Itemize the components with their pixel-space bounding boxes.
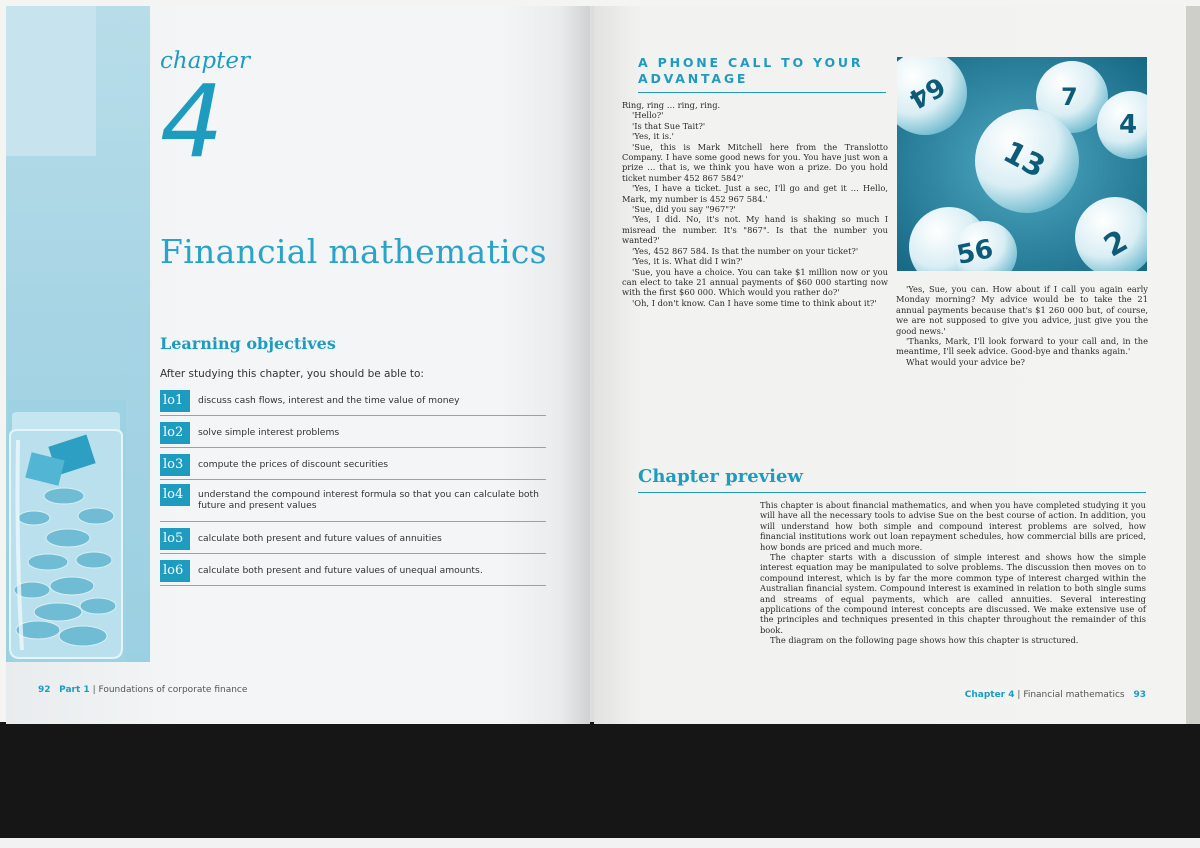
- story-paragraph: 'Sue, this is Mark Mitchell here from the Translotto Company. I have some good news for you. You have just won a prize … that is, we think you have won a prize. Do you hold ticket number 452 867 584?': [622, 141, 888, 183]
- learning-objectives-intro: After studying this chapter, you should be able to:: [160, 368, 424, 380]
- learning-objective-6: [160, 560, 546, 586]
- story-paragraph: 'Oh, I don't know. Can I have some time to think about it?': [632, 297, 877, 308]
- scanner-shadow: [0, 722, 1200, 848]
- chapter-side-band-top: [6, 6, 96, 156]
- story-paragraph: 'Yes, I did. No, it's not. My hand is shaking so much I misread the number. It's "867". Is that the number you wanted?': [622, 214, 888, 246]
- preview-paragraph: The diagram on the following page shows how this chapter is structured.: [770, 635, 1079, 646]
- chapter-preview-text: [760, 500, 1146, 646]
- lottery-balls-image: [897, 57, 1147, 271]
- objective-code: lo2: [160, 422, 190, 444]
- preview-paragraph: The chapter starts with a discussion of simple interest and shows how the simple interest equation may be manipulated to solve problems. The discussion then moves on to compound interest, which is by far the more common type of interest charged within the Australian financial system. Compound interest is examined in relation to both single sums and streams of equal payments, which are called annuities. Several interesting applications of the compound interest concepts are discussed. We make extensive use of the principles and techniques presented in this chapter throughout the remainder of this book.: [760, 552, 1146, 635]
- objective-text: calculate both present and future values of unequal amounts.: [198, 565, 483, 576]
- objective-text: solve simple interest problems: [198, 427, 340, 438]
- footer-separator: |: [92, 685, 99, 695]
- footer-section: Foundations of corporate finance: [98, 685, 248, 695]
- footer-section: Financial mathematics: [1023, 690, 1125, 700]
- chapter-number: 4: [160, 63, 224, 180]
- learning-objective-5: [160, 528, 546, 554]
- learning-objectives-heading: Learning objectives: [160, 334, 336, 353]
- ball-number: 2: [1098, 223, 1134, 265]
- chapter-preview-heading: Chapter preview: [638, 466, 803, 487]
- ball-number: 64: [903, 70, 950, 115]
- story-paragraph: 'Yes, 452 867 584. Is that the number on your ticket?': [632, 245, 859, 256]
- preview-paragraph: This chapter is about financial mathematics, and when you have completed studying it you will have all the necessary tools to advise Sue on the best course of action. In addition, you will understand how both simple and compound interest problems are solved, how financial institutions work out loan repayment schedules, how commercial bills are priced, how bonds are priced and much more.: [760, 500, 1146, 552]
- story-paragraph: 'Thanks, Mark, I'll look forward to your call and, in the meantime, I'll seek advice. Good-bye and thanks again.': [896, 336, 1148, 357]
- story-paragraph: 'Hello?': [632, 110, 664, 121]
- chapter-title: Financial mathematics: [160, 232, 547, 271]
- story-paragraph: 'Sue, did you say "967"?': [632, 204, 736, 215]
- chapter-preview-rule: [638, 492, 1146, 493]
- chapter-label: chapter: [160, 48, 250, 74]
- objective-text: discuss cash flows, interest and the time value of money: [198, 395, 460, 406]
- book-gutter-shadow: [560, 6, 594, 724]
- learning-objective-4: [160, 484, 546, 522]
- ball-number: 7: [1061, 83, 1078, 111]
- objective-code: lo5: [160, 528, 190, 550]
- right-page-edge: [1186, 6, 1200, 724]
- objective-code: lo6: [160, 560, 190, 582]
- objective-code: lo1: [160, 390, 190, 412]
- right-page-number: 93: [1133, 690, 1146, 700]
- objective-text: compute the prices of discount securities: [198, 459, 389, 470]
- story-paragraph: 'Sue, you have a choice. You can take $1 million now or you can elect to take 21 annual payments of $60 000 starting now with the first $60 000. Which would you rather do?': [622, 266, 888, 298]
- footer-separator: |: [1017, 690, 1024, 700]
- story-paragraph: 'Yes, it is.': [632, 131, 674, 142]
- footer-chapter-label: Chapter 4: [964, 690, 1015, 700]
- story-paragraph: 'Is that Sue Tait?': [632, 120, 706, 131]
- feature-heading: A PHONE CALL TO YOUR ADVANTAGE: [638, 55, 864, 86]
- story-paragraph: 'Yes, I have a ticket. Just a sec, I'll go and get it … Hello, Mark, my number is 452 967 584.': [622, 183, 888, 204]
- objective-code: lo4: [160, 484, 190, 506]
- scanner-edge: [0, 838, 1200, 848]
- right-page-footer: [960, 690, 1146, 700]
- left-page-footer: [38, 685, 247, 695]
- learning-objective-3: [160, 454, 546, 480]
- ball-number: 56: [954, 234, 996, 271]
- story-paragraph: Ring, ring … ring, ring.: [622, 100, 721, 110]
- story-paragraph: 'Yes, Sue, you can. How about if I call you again early Monday morning? My advice would be to take the 21 annual payments because that's $1 260 000 but, of course, we are not supposed to give you advice, just give you the good news.': [896, 284, 1148, 336]
- feature-story: [622, 100, 888, 308]
- ball-number: 4: [1119, 110, 1138, 140]
- objective-code: lo3: [160, 454, 190, 476]
- part-label: Part 1: [59, 685, 90, 695]
- learning-objective-1: [160, 390, 546, 416]
- left-page-number: 92: [38, 685, 51, 695]
- story-paragraph: What would your advice be?: [906, 356, 1025, 367]
- feature-rule: [638, 92, 886, 93]
- story-paragraph: 'Yes, it is. What did I win?': [632, 256, 743, 267]
- ball-number: 13: [997, 134, 1051, 186]
- objective-text: understand the compound interest formula so that you can calculate both future and present values: [198, 489, 539, 511]
- coin-jar-image: [8, 400, 126, 662]
- feature-story-continued: [896, 284, 1148, 367]
- learning-objective-2: [160, 422, 546, 448]
- objective-text: calculate both present and future values of annuities: [198, 533, 442, 544]
